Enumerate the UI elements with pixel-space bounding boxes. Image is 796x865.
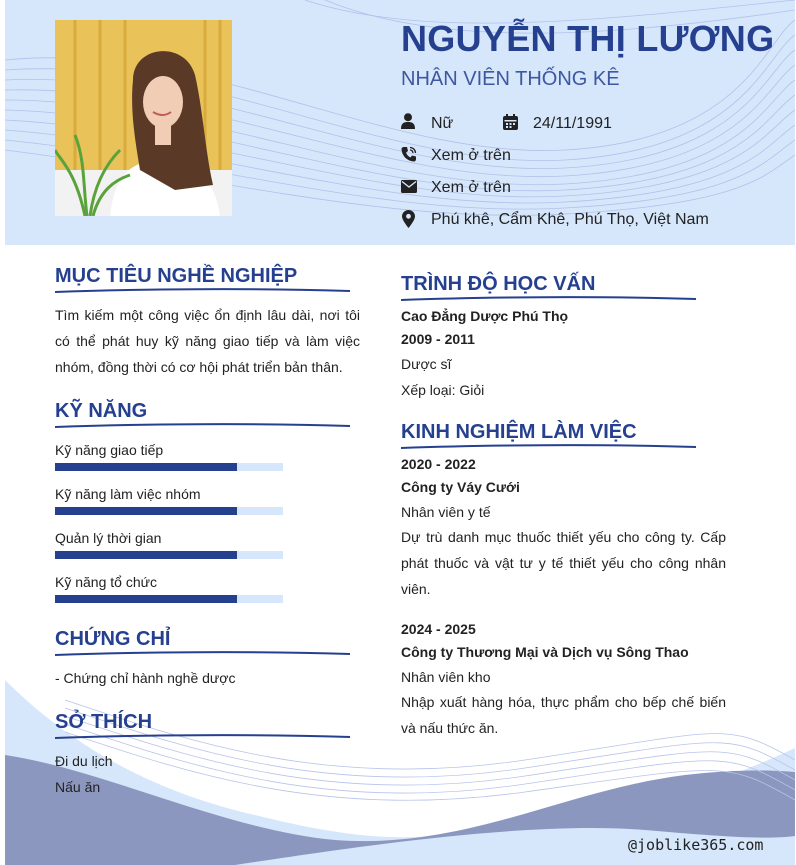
- skill-label: Quản lý thời gian: [55, 530, 162, 546]
- objective-text: Tìm kiếm một công việc ổn định lâu dài, nơi tôi có thể phát huy kỹ năng giao tiếp và làm việc nhóm, đồng thời có cơ hội phát triển bản thân.: [55, 307, 360, 375]
- experience-underline: [401, 443, 696, 451]
- education-major: Dược sĩ: [401, 356, 452, 372]
- education-years: 2009 - 2011: [401, 331, 475, 347]
- skills-underline: [55, 422, 350, 430]
- gender-value: Nữ: [431, 115, 454, 132]
- skill-bar-fill: [55, 463, 237, 471]
- certificates-underline: [55, 650, 350, 658]
- skill-label: Kỹ năng tổ chức: [55, 574, 157, 590]
- skill-label: Kỹ năng làm việc nhóm: [55, 486, 201, 502]
- skill-bar-fill: [55, 595, 237, 603]
- skill-bar-fill: [55, 507, 237, 515]
- phone-value: Xem ở trên: [431, 147, 511, 164]
- job-company: Công ty Váy Cưới: [401, 479, 520, 495]
- cv-page: [5, 0, 795, 865]
- address-value: Phú khê, Cẩm Khê, Phú Thọ, Việt Nam: [431, 211, 709, 228]
- job-years: 2024 - 2025: [401, 621, 476, 637]
- objective-underline: [55, 287, 350, 295]
- skill-label: Kỹ năng giao tiếp: [55, 442, 164, 458]
- job-title: NHÂN VIÊN THỐNG KÊ: [401, 68, 620, 90]
- candidate-name: NGUYỄN THỊ LƯƠNG: [401, 18, 775, 59]
- job-company: Công ty Thương Mại và Dịch vụ Sông Thao: [401, 644, 689, 660]
- education-title: TRÌNH ĐỘ HỌC VẤN: [401, 273, 596, 295]
- skill-bar: [55, 595, 283, 603]
- education-grade: Xếp loại: Giỏi: [401, 382, 485, 398]
- email-value: Xem ở trên: [431, 179, 511, 196]
- hobby-item: Nấu ăn: [55, 779, 101, 795]
- education-school: Cao Đẳng Dược Phú Thọ: [401, 308, 569, 324]
- job-description: Dự trù danh mục thuốc thiết yếu cho công ty. Cấp phát thuốc và vật tư y tế thiết yếu cho công nhân viên.: [401, 529, 726, 597]
- education-underline: [401, 295, 696, 303]
- certificate-item: - Chứng chỉ hành nghề dược: [55, 670, 236, 686]
- job-position: Nhân viên y tế: [401, 504, 491, 520]
- skill-bar-fill: [55, 551, 237, 559]
- objective-title: MỤC TIÊU NGHỀ NGHIỆP: [55, 265, 298, 287]
- skill-bar: [55, 463, 283, 471]
- job-position: Nhân viên kho: [401, 669, 491, 685]
- skill-bar: [55, 551, 283, 559]
- footer-handle: @joblike365.com: [628, 836, 764, 854]
- hobby-item: Đi du lịch: [55, 753, 113, 769]
- hobbies-title: SỞ THÍCH: [55, 711, 153, 733]
- job-description: Nhập xuất hàng hóa, thực phẩm cho bếp chế biến và nấu thức ăn.: [401, 694, 726, 736]
- skill-bar: [55, 507, 283, 515]
- job-years: 2020 - 2022: [401, 456, 476, 472]
- experience-title: KINH NGHIỆM LÀM VIỆC: [401, 421, 637, 443]
- hobbies-underline: [55, 733, 350, 741]
- birthdate-value: 24/11/1991: [533, 115, 612, 132]
- skills-title: KỸ NĂNG: [55, 400, 148, 422]
- certificates-title: CHỨNG CHỈ: [55, 628, 171, 650]
